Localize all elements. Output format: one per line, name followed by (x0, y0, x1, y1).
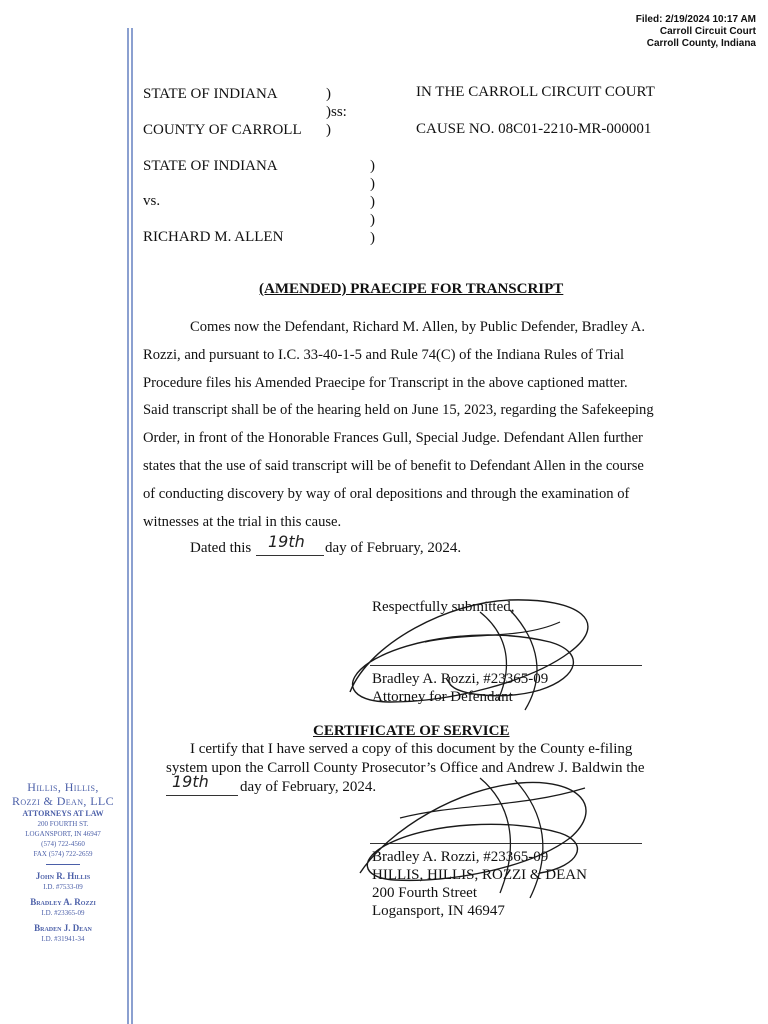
caption-defendant: RICHARD M. ALLEN (143, 229, 284, 245)
signer-name: Bradley A. Rozzi, #23365-09 (372, 671, 549, 687)
caption-paren: ) (326, 86, 331, 102)
body-line: witnesses at the trial in this cause. (143, 513, 342, 530)
body-line: Order, in front of the Honorable Frances Gull, Special Judge. Defendant Allen further (143, 430, 643, 447)
certificate-line: system upon the Carroll County Prosecutor’s Office and Andrew J. Baldwin the (166, 760, 645, 776)
margin-rule (131, 28, 133, 1024)
certificate-firm: HILLIS, HILLIS, ROZZI & DEAN (372, 867, 587, 883)
caption-paren: ) (326, 122, 331, 138)
attorney-name: Braden J. Dean (34, 923, 92, 933)
margin-rule (127, 28, 129, 1024)
body-line: Procedure files his Amended Praecipe for Transcript in the above captioned matter. (143, 374, 628, 391)
attorney-id: I.D. #23365-09 (41, 909, 85, 917)
caption-paren: ) (370, 230, 375, 246)
caption-paren: ) (370, 212, 375, 228)
caption-county: COUNTY OF CARROLL (143, 122, 302, 138)
filing-stamp-date: Filed: 2/19/2024 10:17 AM (635, 14, 756, 25)
caption-paren: ) (370, 158, 375, 174)
certificate-blank-line (166, 795, 238, 796)
body-line: Rozzi, and pursuant to I.C. 33-40-1-5 and Rule 74(C) of the Indiana Rules of Trial (143, 346, 625, 363)
body-line: Said transcript shall be of the hearing held on June 15, 2023, regarding the Safekeeping (143, 402, 654, 419)
firm-phone: (574) 722-4560 (41, 840, 85, 848)
attorney-id: I.D. #7533-09 (43, 883, 83, 891)
body-line: Comes now the Defendant, Richard M. Allen, by Public Defender, Bradley A. (190, 319, 645, 335)
firm-name: Rozzi & Dean, LLC (11, 794, 115, 808)
certificate-title: CERTIFICATE OF SERVICE (313, 723, 510, 739)
certificate-city: Logansport, IN 46947 (372, 903, 505, 919)
caption-court: IN THE CARROLL CIRCUIT COURT (416, 84, 655, 100)
dated-prefix: Dated this (190, 540, 252, 556)
caption-cause-number: CAUSE NO. 08C01-2210-MR-000001 (416, 121, 652, 137)
caption-vs: vs. (143, 193, 161, 209)
attorney-name: Bradley A. Rozzi (30, 897, 96, 907)
certificate-line: I certify that I have served a copy of this document by the County e-filing (190, 741, 633, 757)
firm-letterhead (0, 780, 126, 944)
certificate-signer-name: Bradley A. Rozzi, #23365-09 (372, 849, 549, 865)
filing-stamp (636, 14, 756, 50)
body-line: states that the use of said transcript will be of benefit to Defendant Allen in the course (143, 457, 644, 474)
firm-city: LOGANSPORT, IN 46947 (25, 830, 101, 838)
caption-state: STATE OF INDIANA (143, 86, 278, 102)
filing-stamp-county: Carroll County, Indiana (646, 38, 756, 49)
caption-plaintiff: STATE OF INDIANA (143, 158, 278, 174)
firm-subtitle: ATTORNEYS AT LAW (22, 809, 104, 818)
attorney-name: John R. Hillis (35, 871, 91, 881)
document-title: (AMENDED) PRAECIPE FOR TRANSCRIPT (259, 281, 564, 297)
body-paragraph (143, 314, 668, 536)
dated-blank-line (256, 555, 324, 556)
dated-suffix: day of February, 2024. (325, 540, 462, 556)
letterhead-divider (46, 864, 80, 865)
body-line: of conducting discovery by way of oral depositions and through the examination of (143, 485, 630, 502)
certificate-day-handwritten: 19th (172, 772, 209, 791)
firm-street: 200 FOURTH ST. (37, 820, 89, 828)
caption-ss: )ss: (326, 104, 347, 120)
signature-line (370, 665, 642, 666)
firm-name: Hillis, Hillis, (27, 780, 99, 794)
filing-stamp-court: Carroll Circuit Court (659, 26, 756, 37)
dated-day-handwritten: 19th (268, 532, 305, 551)
signature-line (370, 843, 642, 844)
signer-role: Attorney for Defendant (372, 689, 513, 705)
attorney-id: I.D. #31941-34 (41, 935, 85, 943)
respectfully-submitted: Respectfully submitted, (372, 599, 515, 615)
certificate-line: day of February, 2024. (240, 779, 377, 795)
caption-paren: ) (370, 194, 375, 210)
firm-fax: FAX (574) 722-2659 (33, 850, 93, 858)
caption-paren: ) (370, 176, 375, 192)
certificate-street: 200 Fourth Street (372, 885, 477, 901)
